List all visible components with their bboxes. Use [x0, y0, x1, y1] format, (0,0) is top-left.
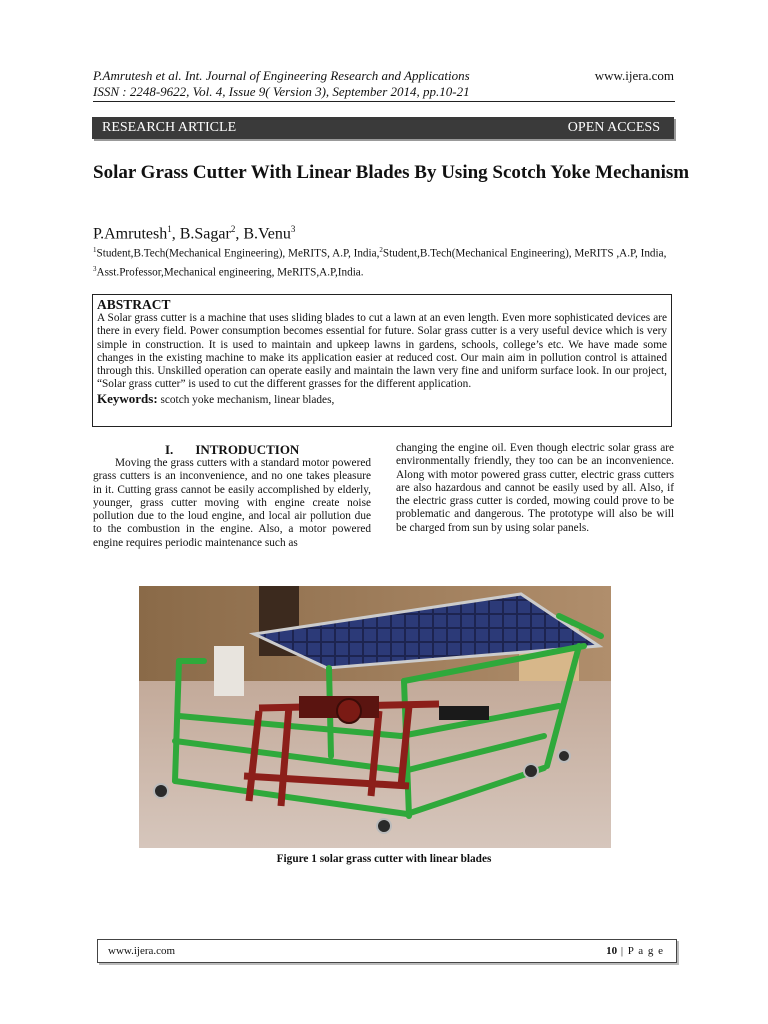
header-website: www.ijera.com — [594, 68, 674, 83]
open-access-label: OPEN ACCESS — [567, 120, 660, 135]
affil-sup: 3 — [93, 264, 97, 273]
author-sup: 1 — [167, 224, 172, 234]
article-type-banner — [92, 117, 674, 139]
citation-line-2: ISSN : 2248-9622, Vol. 4, Issue 9( Version 3), September 2014, pp.10-21 — [93, 84, 470, 99]
affil-sup: 1 — [93, 246, 97, 254]
keywords — [97, 392, 667, 407]
abstract-heading: ABSTRACT — [97, 297, 171, 312]
author-list: P.Amrutesh$^1$, B.Sagar$^2$, B.Venu$^3$ — [93, 224, 296, 243]
page-label: | P a g e — [617, 945, 664, 957]
citation-line-1: P.Amrutesh et al. Int. Journal of Engineering Research and Applications — [93, 68, 470, 83]
author-name: B.Venu — [243, 225, 291, 243]
paper-title: Solar Grass Cutter With Linear Blades By Using Scotch Yoke Mechanism — [93, 162, 690, 183]
keywords-text: scotch yoke mechanism, linear blades, — [160, 393, 335, 406]
abstract-body: A Solar grass cutter is a machine that uses sliding blades to cut a lawn at an even length. Even more sophisticated devices are there in every field. Power consumption becomes essential for future. Solar grass cutter is a very useful device which is very simple in construction. It is used to maintain and upkeep lawns in gardens, schools, college’s etc. We have made some changes in the existing machine to make its application easier at reduced cost. Our main aim in pollution control is attained through this. Unskilled operation can operate easily and maintain the lawn very fine and uniform surface look. In our project, “Solar grass cutter” is used to cut the different grasses for the different application. — [97, 312, 667, 391]
footer-website: www.ijera.com — [108, 945, 176, 957]
author-name: P.Amrutesh — [93, 225, 168, 243]
intro-paragraph-col2: changing the engine oil. Even though electric solar grass are environmentally friendly, they too can be an inconvenience. Along with motor powered grass cutter, electric grass cutters are also hazardous and cannot be easily used by all. Also, if the electric grass cutter is corded, mowing could prove to be problematic and dangerous. The prototype will also be will be charged from sun by using solar panels. — [396, 442, 674, 534]
author-sup: 3 — [290, 224, 296, 234]
page-number: 10 — [606, 945, 618, 957]
research-article-label: RESEARCH ARTICLE — [102, 120, 237, 135]
section-heading-introduction — [165, 442, 299, 458]
journal-citation — [93, 68, 470, 100]
figure-solar-grass-cutter-photo — [139, 586, 611, 848]
affiliations — [93, 243, 673, 280]
author-name: B.Sagar — [179, 225, 231, 243]
header-rule — [93, 101, 675, 102]
abstract-box — [92, 294, 672, 427]
section-number: I. — [165, 442, 174, 457]
section-title: INTRODUCTION — [195, 442, 300, 457]
page-footer — [97, 939, 677, 963]
affiliation-3: Asst.Professor,Mechanical engineering, MeRITS,A.P,India. — [96, 266, 364, 279]
intro-paragraph-col1: Moving the grass cutters with a standard motor powered grass cutters is an inconvenience, and no one takes pleasure in it. Cutting grass cannot be easily accomplished by elderly, younger, grass cutter moving with engine create noise pollution due to the loud engine, and local air pollution due to the combustion in the engine. Also, a motor powered engine requires periodic maintenance such as — [93, 457, 371, 549]
affil-sup: 2 — [379, 246, 383, 254]
figure-caption: Figure 1 solar grass cutter with linear blades — [276, 853, 492, 865]
affiliation-2: Student,B.Tech(Mechanical Engineering), MeRITS ,A.P, India, — [382, 247, 667, 260]
keywords-label: Keywords: — [97, 390, 158, 406]
author-sup: 2 — [230, 224, 236, 234]
page-indicator — [606, 945, 664, 957]
affiliation-1: Student,B.Tech(Mechanical Engineering), MeRITS, A.P, India, — [96, 247, 380, 260]
